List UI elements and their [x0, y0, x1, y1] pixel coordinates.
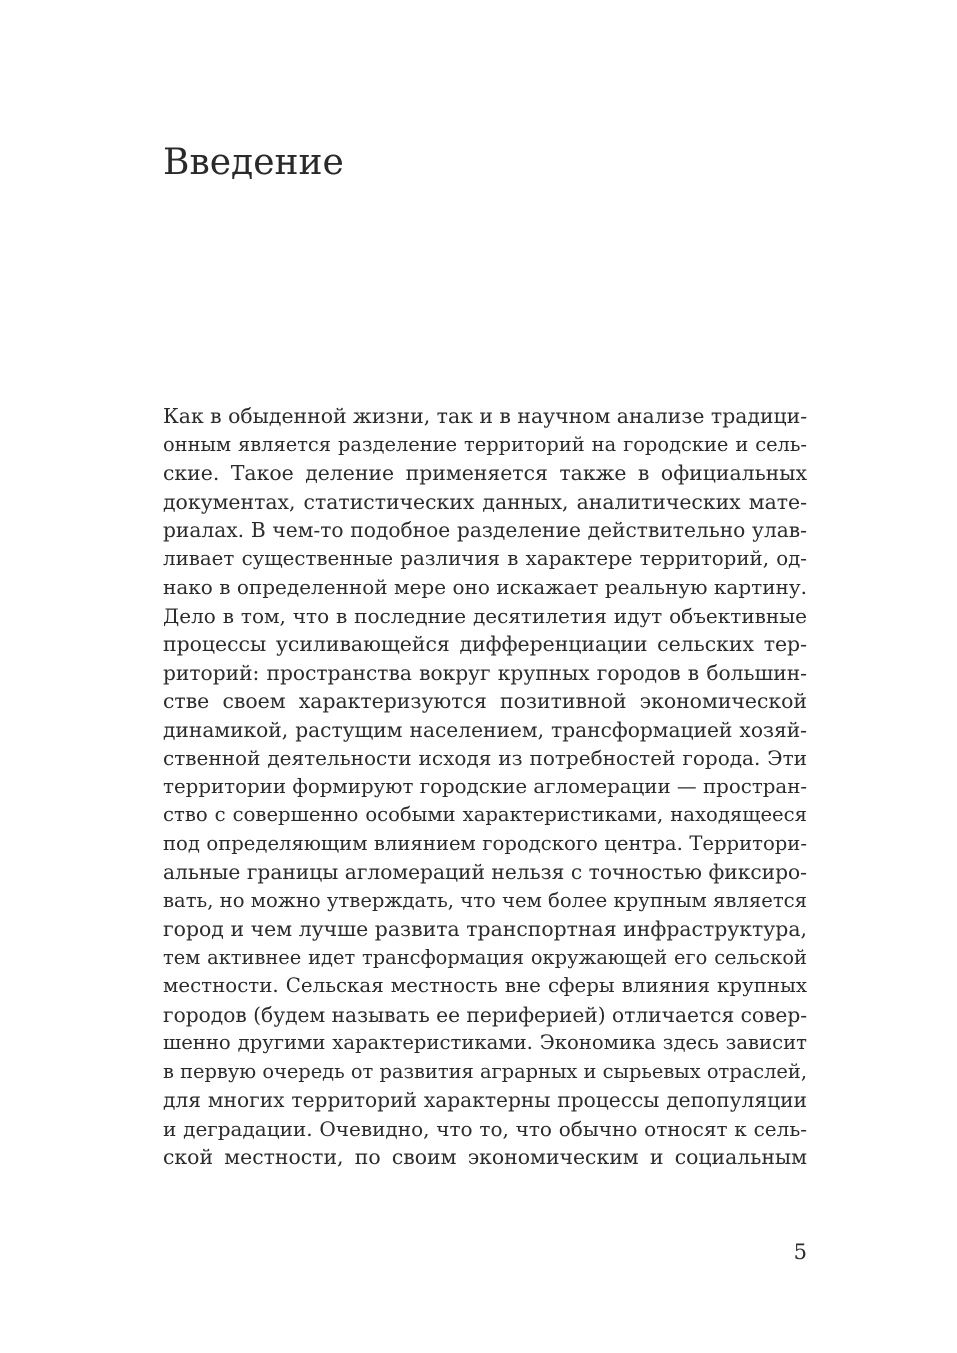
text-line: ские. Такое деление применяется также в официальных	[163, 461, 807, 485]
text-line: вать, но можно утверждать, что чем более крупным является	[163, 888, 807, 912]
text-line: ство с совершенно особыми характеристиками, находящееся	[163, 803, 807, 826]
text-line: шенно другими характеристиками. Экономика здесь зависит	[163, 1031, 807, 1054]
text-line: ливает существенные различия в характере территорий, од-	[163, 546, 807, 570]
text-line: местности. Сельская местность вне сферы влияния крупных	[163, 974, 807, 997]
text-line: ственной деятельности исходя из потребностей города. Эти	[163, 746, 807, 770]
text-line: онным является разделение территорий на городские и сель-	[163, 432, 807, 456]
text-line: территории формируют городские агломерации — простран-	[163, 774, 807, 798]
text-line: нако в определенной мере оно искажает реальную картину.	[163, 575, 807, 599]
chapter-title: Введение	[163, 142, 344, 183]
text-line: Как в обыденной жизни, так и в научном анализе традици-	[163, 404, 807, 428]
text-line: тем активнее идет трансформация окружающей его сельской	[163, 945, 807, 969]
text-line: в первую очередь от развития аграрных и сырьевых отраслей,	[163, 1059, 807, 1083]
text-line: городов (будем называть ее периферией) отличается совер-	[163, 1002, 807, 1027]
text-line: процессы усиливающейся дифференциации сельских тер-	[163, 632, 807, 656]
text-line: ской местности, по своим экономическим и социальным	[163, 1145, 807, 1169]
text-line: под определяющим влиянием городского центра. Территори-	[163, 831, 807, 855]
text-line: риалах. В чем-то подобное разделение действительно улав-	[163, 518, 807, 542]
text-line: и деградации. Очевидно, что то, что обычно относят к сель-	[163, 1116, 807, 1141]
body-paragraph	[163, 402, 807, 1172]
text-line: Дело в том, что в последние десятилетия идут объективные	[163, 603, 807, 628]
text-line: риторий: пространства вокруг крупных городов в большин-	[163, 660, 807, 685]
text-line: документах, статистических данных, аналитических мате-	[163, 489, 807, 514]
page-number: 5	[793, 1240, 807, 1264]
text-line: динамикой, растущим населением, трансформацией хозяй-	[163, 717, 807, 742]
text-line: город и чем лучше развита транспортная инфраструктура,	[163, 917, 807, 941]
text-line: для многих территорий характерны процессы депопуляции	[163, 1088, 807, 1112]
text-line: альные границы агломераций нельзя с точностью фиксиро-	[163, 860, 807, 884]
text-line: стве своем характеризуются позитивной экономической	[163, 689, 807, 713]
